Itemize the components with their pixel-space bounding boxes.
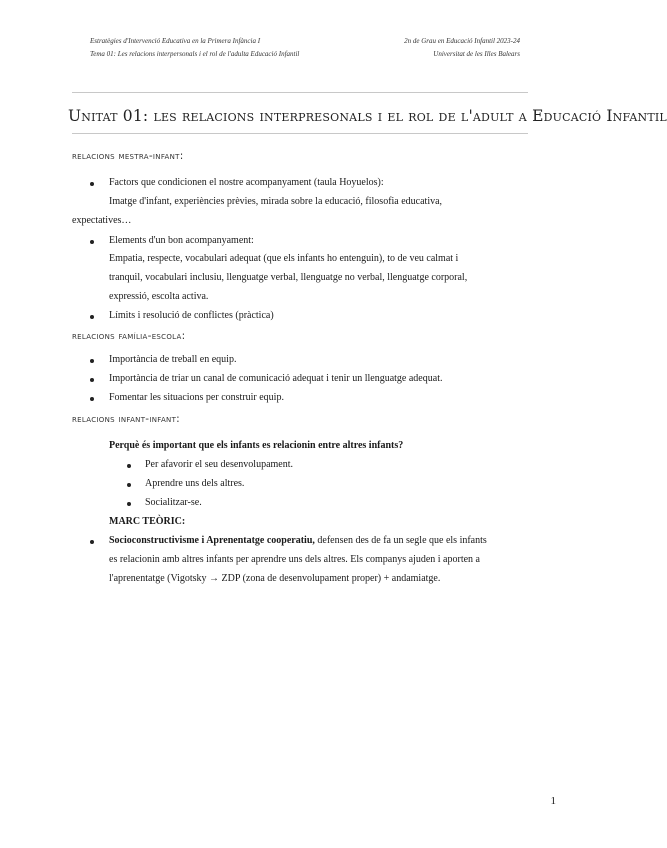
section-heading-infant-infant: relacions infant-infant:: [72, 413, 180, 425]
page-title: Unitat 01: les relacions interpresonals i el rol de l'adult a Educació Infantil: [68, 107, 667, 125]
header-course: Estratègies d'Intervenció Educativa en la Primera Infància I: [90, 37, 261, 45]
bullet-icon: [90, 540, 94, 544]
theory-term: Socioconstructivisme i Aprenentatge cooperatiu,: [109, 535, 315, 546]
section-heading-mestra-infant: relacions mestra-infant:: [72, 150, 184, 162]
bullet-icon: [127, 483, 131, 487]
header-topic: Tema 01: Les relacions interpersonals i el rol de l'adulta Educació Infantil: [90, 50, 300, 58]
bullet-elements: Elements d'un bon acompanyament:: [109, 235, 254, 246]
bullet-elements-detail: Empatia, respecte, vocabulari adequat (que els infants ho entenguin), to de veu calmat i: [109, 253, 459, 264]
bullet-icon: [90, 397, 94, 401]
bullet-build-team: Fomentar les situacions per construir equip.: [109, 392, 284, 403]
sub-bullet-development: Per afavorir el seu desenvolupament.: [145, 459, 294, 470]
page-number: 1: [550, 795, 556, 807]
question-heading: Perquè és important que els infants es relacionin entre altres infants?: [109, 440, 404, 451]
divider-title: [72, 133, 528, 134]
bullet-icon: [90, 182, 94, 186]
header-university: Universitat de les Illes Balears: [433, 50, 520, 58]
theory-paragraph-line1: [109, 535, 487, 547]
bullet-icon: [127, 464, 131, 468]
divider-top: [72, 92, 528, 93]
sub-bullet-learn: Aprendre uns dels altres.: [145, 478, 245, 489]
theory-text: defensen des de fa un segle que els infants: [314, 535, 487, 546]
bullet-factors: Factors que condicionen el nostre acompanyament (taula Hoyuelos):: [109, 177, 384, 188]
sub-bullet-socialize: Socialitzar-se.: [145, 497, 202, 508]
bullet-icon: [127, 502, 131, 506]
section-heading-familia-escola: relacions família-escola:: [72, 330, 186, 342]
theory-paragraph-line3: l'aprenentatge (Vigotsky → ZDP (zona de desenvolupament proper) + andamiatge.: [109, 573, 441, 584]
bullet-icon: [90, 359, 94, 363]
bullet-limits: Límits i resolució de conflictes (pràctica): [109, 310, 274, 321]
bullet-elements-detail: expressió, escolta activa.: [109, 291, 209, 302]
bullet-icon: [90, 315, 94, 319]
theory-paragraph-line2: es relacionin amb altres infants per aprendre uns dels altres. Els companys ajuden i aporten a: [109, 554, 480, 565]
bullet-factors-detail: Imatge d'infant, experiències prèvies, mirada sobre la educació, filosofia educativa,: [109, 196, 443, 207]
bullet-elements-detail: tranquil, vocabulari inclusiu, llenguatge verbal, llenguatge no verbal, llenguatge corporal,: [109, 272, 468, 283]
theory-heading: MARC TEÒRIC:: [109, 516, 186, 527]
bullet-icon: [90, 378, 94, 382]
bullet-icon: [90, 240, 94, 244]
bullet-communication: Importància de triar un canal de comunicació adequat i tenir un llenguatge adequat.: [109, 373, 443, 384]
bullet-teamwork: Importància de treball en equip.: [109, 354, 237, 365]
header-degree: 2n de Grau en Educació Infantil 2023-24: [404, 37, 520, 45]
bullet-factors-detail-cont: expectatives…: [72, 215, 132, 226]
